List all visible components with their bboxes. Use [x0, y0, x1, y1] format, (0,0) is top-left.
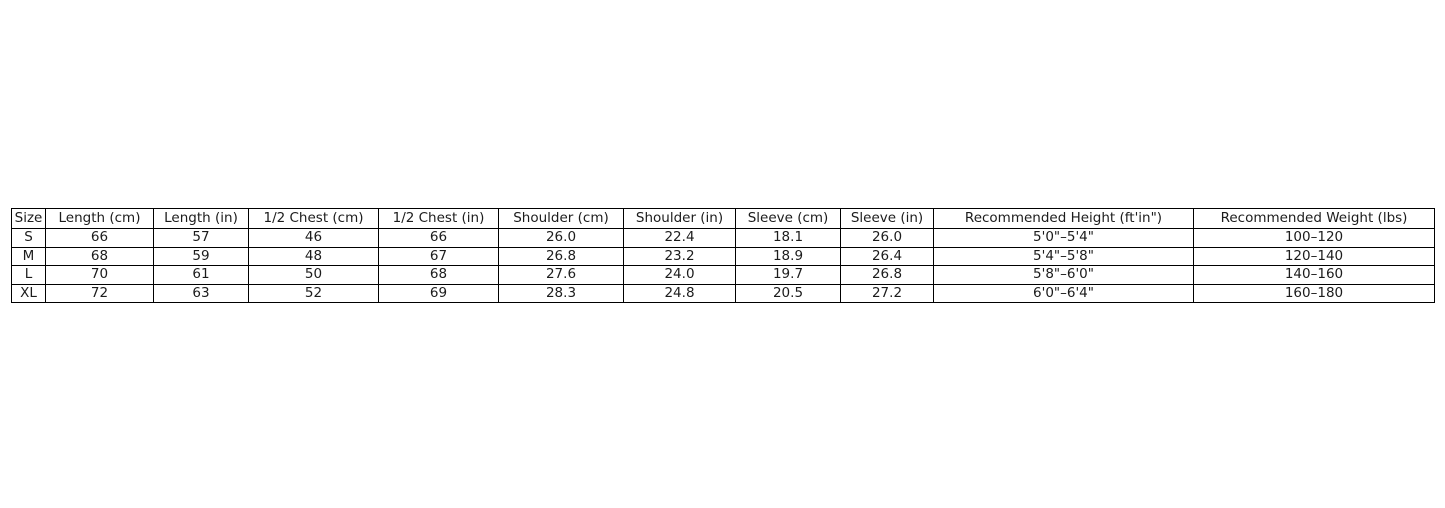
table-cell: 67 — [379, 247, 499, 266]
column-header: Size — [12, 209, 46, 229]
size-cell: M — [12, 247, 46, 266]
table-cell: 26.8 — [499, 247, 624, 266]
column-header: Recommended Weight (lbs) — [1194, 209, 1435, 229]
table-cell: 48 — [249, 247, 379, 266]
table-cell: 66 — [46, 229, 154, 248]
table-cell: 59 — [154, 247, 249, 266]
column-header: Length (cm) — [46, 209, 154, 229]
table-cell: 24.0 — [624, 266, 736, 285]
table-cell: 18.9 — [736, 247, 841, 266]
column-header: Length (in) — [154, 209, 249, 229]
table-row — [12, 229, 1435, 248]
table-cell: 70 — [46, 266, 154, 285]
table-cell: 69 — [379, 284, 499, 303]
table-cell: 50 — [249, 266, 379, 285]
table-cell: 27.6 — [499, 266, 624, 285]
column-header: Shoulder (in) — [624, 209, 736, 229]
table-cell: 66 — [379, 229, 499, 248]
table-cell: 23.2 — [624, 247, 736, 266]
table-cell: 52 — [249, 284, 379, 303]
table-cell: 120–140 — [1194, 247, 1435, 266]
table-cell: 19.7 — [736, 266, 841, 285]
table-cell: 46 — [249, 229, 379, 248]
table-header — [12, 209, 1435, 229]
table-cell: 100–120 — [1194, 229, 1435, 248]
table-body — [12, 229, 1435, 303]
table-cell: 24.8 — [624, 284, 736, 303]
size-cell: XL — [12, 284, 46, 303]
table-cell: 68 — [379, 266, 499, 285]
column-header: 1/2 Chest (cm) — [249, 209, 379, 229]
table-cell: 28.3 — [499, 284, 624, 303]
column-header: Sleeve (cm) — [736, 209, 841, 229]
table-row — [12, 247, 1435, 266]
size-chart-container — [11, 208, 1435, 303]
table-cell: 26.8 — [841, 266, 934, 285]
table-cell: 5'0"–5'4" — [934, 229, 1194, 248]
size-chart-table — [11, 208, 1435, 303]
table-cell: 5'8"–6'0" — [934, 266, 1194, 285]
column-header: Recommended Height (ft'in") — [934, 209, 1194, 229]
table-cell: 6'0"–6'4" — [934, 284, 1194, 303]
table-cell: 18.1 — [736, 229, 841, 248]
table-cell: 68 — [46, 247, 154, 266]
table-cell: 22.4 — [624, 229, 736, 248]
table-cell: 20.5 — [736, 284, 841, 303]
table-row — [12, 284, 1435, 303]
size-cell: L — [12, 266, 46, 285]
table-cell: 5'4"–5'8" — [934, 247, 1194, 266]
column-header: 1/2 Chest (in) — [379, 209, 499, 229]
table-row — [12, 266, 1435, 285]
column-header: Sleeve (in) — [841, 209, 934, 229]
table-cell: 26.4 — [841, 247, 934, 266]
size-cell: S — [12, 229, 46, 248]
column-header: Shoulder (cm) — [499, 209, 624, 229]
table-cell: 140–160 — [1194, 266, 1435, 285]
table-cell: 27.2 — [841, 284, 934, 303]
table-cell: 160–180 — [1194, 284, 1435, 303]
table-cell: 57 — [154, 229, 249, 248]
table-cell: 63 — [154, 284, 249, 303]
table-cell: 61 — [154, 266, 249, 285]
table-cell: 26.0 — [841, 229, 934, 248]
header-row — [12, 209, 1435, 229]
table-cell: 26.0 — [499, 229, 624, 248]
table-cell: 72 — [46, 284, 154, 303]
